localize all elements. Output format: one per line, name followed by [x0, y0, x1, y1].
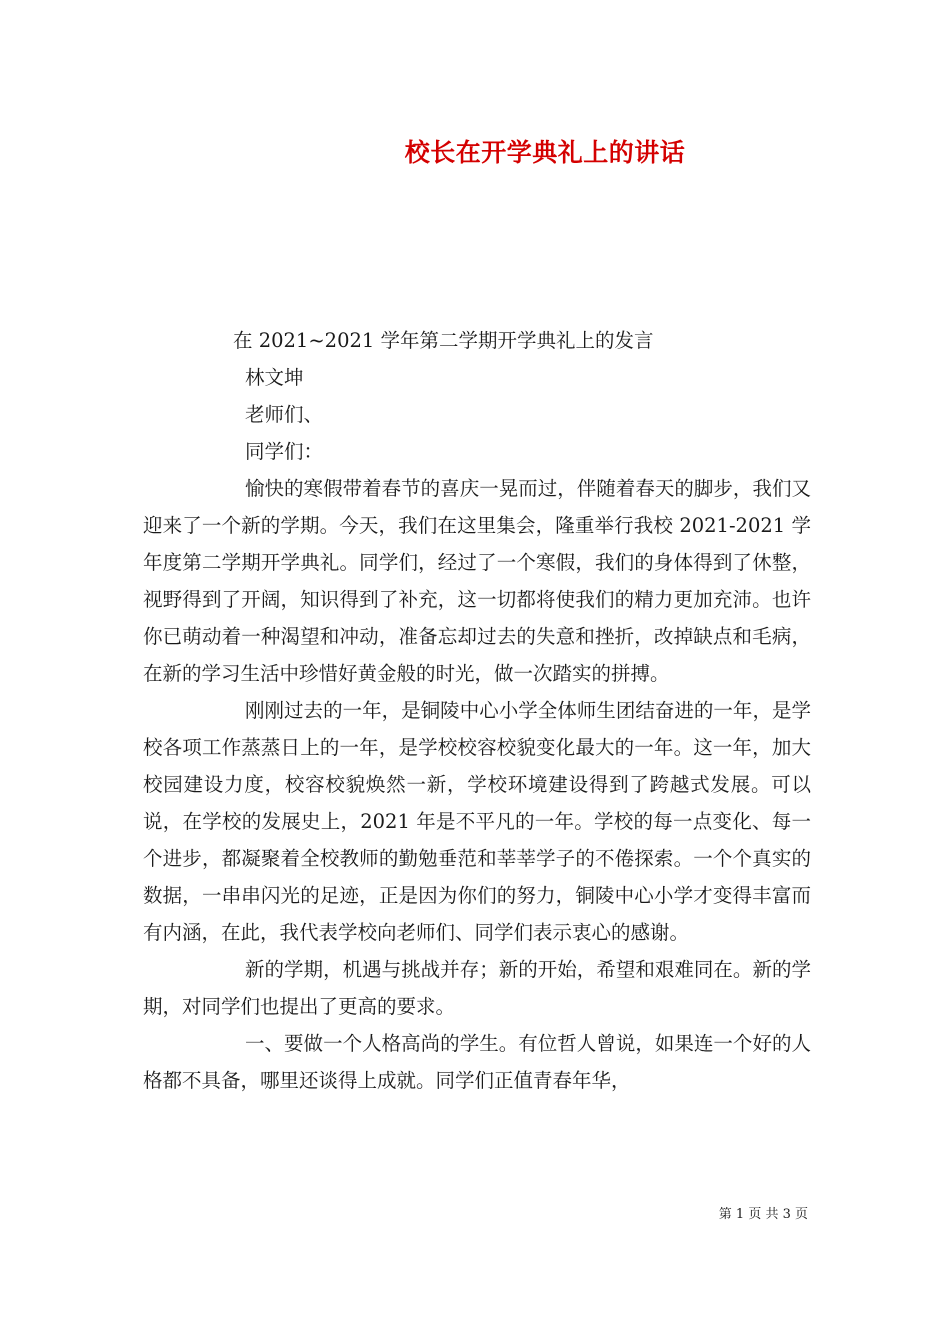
salutation-students: 同学们： — [245, 440, 324, 463]
page-number-footer: 第 1 页 共 3 页 — [718, 1207, 808, 1222]
speech-subtitle: 在 2021~2021 学年第二学期开学典礼上的发言 — [233, 329, 654, 352]
paragraph-1: 愉快的寒假带着春节的喜庆一晃而过，伴随着春天的脚步，我们又迎来了一个新的学期。今天，我们在这里集会，隆重举行我校 2021-2021 学年度第二学期开学典礼。同学们，经过了一个寒假，我们的身体得到了休整，视野得到了开阔，知识得到了补充，这一切都将使我们的精力更加充沛。也许你已萌动着一种渴望和冲动，准备忘却过去的失意和挫折，改掉缺点和毛病，在新的学习生活中珍惜好黄金般的时光，做一次踏实的拼搏。 — [143, 477, 811, 685]
paragraph-4: 一、要做一个人格高尚的学生。有位哲人曾说，如果连一个好的人格都不具备，哪里还谈得上成就。同学们正值青春年华， — [143, 1032, 811, 1092]
speaker-name: 林文坤 — [245, 366, 304, 389]
document-title: 校长在开学典礼上的讲话 — [404, 138, 686, 167]
salutation-teachers: 老师们、 — [245, 403, 324, 426]
paragraph-2: 刚刚过去的一年，是铜陵中心小学全体师生团结奋进的一年，是学校各项工作蒸蒸日上的一年，是学校校容校貌变化最大的一年。这一年，加大校园建设力度，校容校貌焕然一新，学校环境建设得到了跨越式发展。可以说，在学校的发展史上，2021 年是不平凡的一年。学校的每一点变化、每一个进步，都凝聚着全校教师的勤勉垂范和莘莘学子的不倦探索。一个个真实的数据，一串串闪光的足迹，正是因为你们的努力，铜陵中心小学才变得丰富而有内涵，在此，我代表学校向老师们、同学们表示衷心的感谢。 — [143, 699, 811, 944]
document-body — [143, 322, 811, 1099]
paragraph-3: 新的学期，机遇与挑战并存；新的开始，希望和艰难同在。新的学期，对同学们也提出了更高的要求。 — [143, 958, 811, 1018]
